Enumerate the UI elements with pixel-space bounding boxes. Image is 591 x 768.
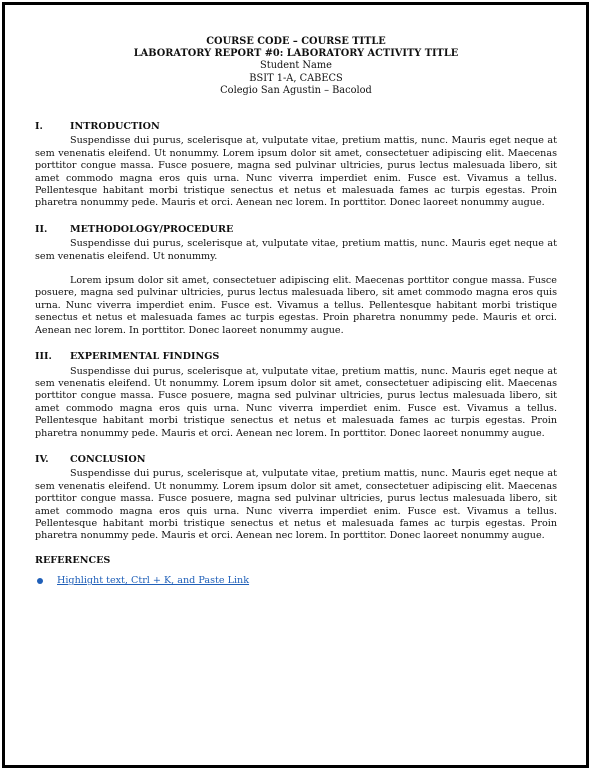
section-introduction <box>35 121 557 210</box>
paragraph: Lorem ipsum dolor sit amet, consectetuer adipiscing elit. Maecenas porttitor congue massa. Fusce posuere, magna sed pulvinar ultricies, purus lectus malesuada libero, sit amet commodo magna eros quis urna. Nunc viverra imperdiet enim. Fusce est. Vivamus a tellus. Pellentesque habitant morbi tristique senectus et netus et malesuada fames ac turpis egestas. Proin pharetra nonummy pede. Mauris et orci. Aenean nec lorem. In porttitor. Donec laoreet nonummy augue. <box>35 275 557 336</box>
section-methodology <box>35 224 557 337</box>
section-experimental-findings <box>35 351 557 440</box>
section-heading <box>35 454 557 466</box>
section-title: CONCLUSION <box>70 453 146 465</box>
paragraph: Suspendisse dui purus, scelerisque at, vulputate vitae, pretium mattis, nunc. Mauris eget neque at sem venenatis eleifend. Ut nonummy. Lorem ipsum dolor sit amet, consectetuer adipiscing elit. Maecenas porttitor congue massa. Fusce posuere, magna sed pulvinar ultricies, purus lectus malesuada libero, sit amet commodo magna eros quis urna. Nunc viverra imperdiet enim. Fusce est. Vivamus a tellus. Pellentesque habitant morbi tristique senectus et netus et malesuada fames ac turpis egestas. Proin pharetra nonummy pede. Mauris et orci. Aenean nec lorem. In porttitor. Donec laoreet nonummy augue. <box>35 135 557 209</box>
references-heading: REFERENCES <box>35 554 111 566</box>
section-number: II. <box>35 223 48 235</box>
reference-item <box>35 575 557 587</box>
section-number: III. <box>35 351 52 363</box>
student-name: Student Name <box>260 60 332 72</box>
document-body <box>35 36 557 588</box>
section-heading <box>35 224 557 236</box>
section-title: INTRODUCTION <box>70 121 160 133</box>
school-name: Colegio San Agustin – Bacolod <box>220 84 372 96</box>
student-section: BSIT 1-A, CABECS <box>249 72 343 84</box>
paragraph: Suspendisse dui purus, scelerisque at, vulputate vitae, pretium mattis, nunc. Mauris eget neque at sem venenatis eleifend. Ut nonummy. Lorem ipsum dolor sit amet, consectetuer adipiscing elit. Maecenas porttitor congue massa. Fusce posuere, magna sed pulvinar ultricies, purus lectus malesuada libero, sit amet commodo magna eros quis urna. Nunc viverra imperdiet enim. Fusce est. Vivamus a tellus. Pellentesque habitant morbi tristique senectus et netus et malesuada fames ac turpis egestas. Proin pharetra nonummy pede. Mauris et orci. Aenean nec lorem. In porttitor. Donec laoreet nonummy augue. <box>35 468 557 542</box>
report-title: LABORATORY REPORT #0: LABORATORY ACTIVITY TITLE <box>133 48 459 60</box>
section-heading <box>35 351 557 363</box>
section-heading <box>35 121 557 133</box>
document-header <box>35 36 557 97</box>
section-number: I. <box>35 121 43 133</box>
section-conclusion <box>35 454 557 543</box>
bullet-icon <box>37 578 43 584</box>
paragraph: Suspendisse dui purus, scelerisque at, vulputate vitae, pretium mattis, nunc. Mauris eget neque at sem venenatis eleifend. Ut nonummy. Lorem ipsum dolor sit amet, consectetuer adipiscing elit. Maecenas porttitor congue massa. Fusce posuere, magna sed pulvinar ultricies, purus lectus malesuada libero, sit amet commodo magna eros quis urna. Nunc viverra imperdiet enim. Fusce est. Vivamus a tellus. Pellentesque habitant morbi tristique senectus et netus et malesuada fames ac turpis egestas. Proin pharetra nonummy pede. Mauris et orci. Aenean nec lorem. In porttitor. Donec laoreet nonummy augue. <box>35 365 557 439</box>
section-title: METHODOLOGY/PROCEDURE <box>70 223 234 235</box>
paragraph: Suspendisse dui purus, scelerisque at, vulputate vitae, pretium mattis, nunc. Mauris eget neque at sem venenatis eleifend. Ut nonummy. <box>35 238 557 262</box>
section-number: IV. <box>35 453 49 465</box>
course-title: COURSE CODE – COURSE TITLE <box>206 36 386 47</box>
section-title: EXPERIMENTAL FINDINGS <box>70 351 220 363</box>
reference-link[interactable]: Highlight text, Ctrl + K, and Paste Link <box>57 575 250 587</box>
